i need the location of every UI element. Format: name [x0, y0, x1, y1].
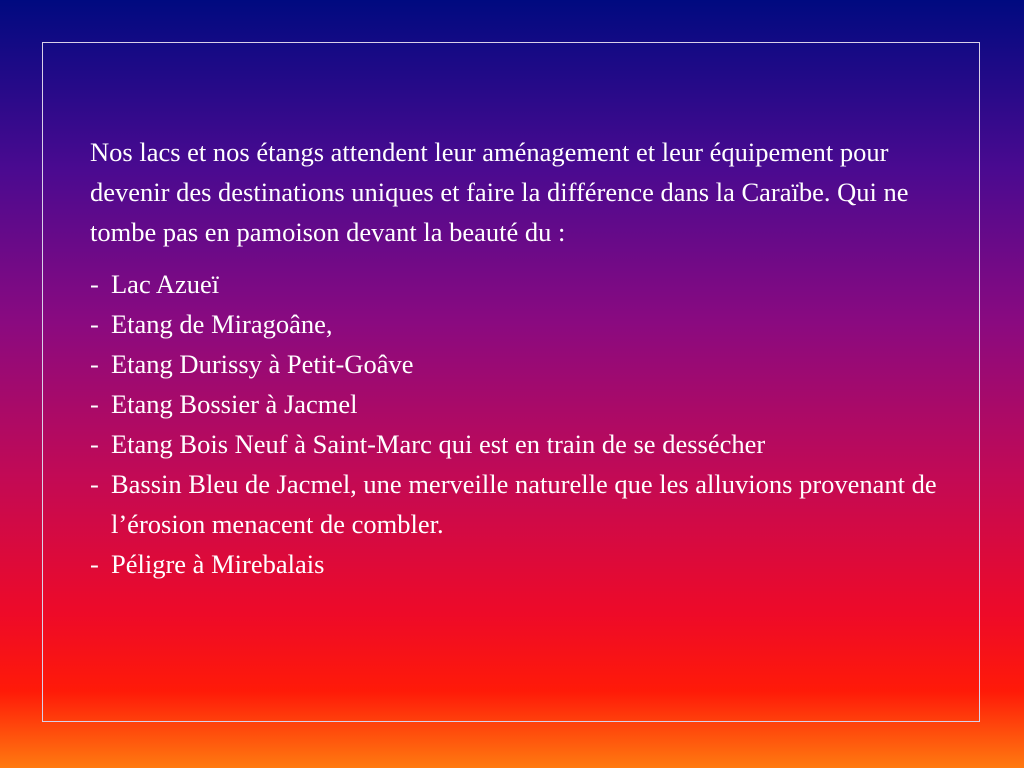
bullet-dash: - [90, 349, 99, 379]
intro-paragraph: Nos lacs et nos étangs attendent leur aménagement et leur équipement pour devenir des destinations uniques et faire la différence dans la Caraïbe. Qui ne tombe pas en pamoison devant la beauté du : [90, 137, 909, 247]
list-item [90, 384, 970, 424]
bullet-dash: - [90, 269, 99, 299]
list-item-text: Etang Bois Neuf à Saint-Marc qui est en train de se dessécher [111, 429, 766, 459]
slide-content [90, 132, 970, 584]
list-item-text: Etang Bossier à Jacmel [111, 389, 358, 419]
bullet-dash: - [90, 309, 99, 339]
list-item [90, 264, 970, 304]
bullet-dash: - [90, 389, 99, 419]
list-item-text: Etang de Miragoâne, [111, 309, 333, 339]
list-item [90, 344, 970, 384]
list-item [90, 304, 970, 344]
bullet-dash: - [90, 429, 99, 459]
lakes-list [90, 264, 970, 584]
list-item-text: Péligre à Mirebalais [111, 549, 325, 579]
list-item [90, 544, 970, 584]
list-item [90, 464, 970, 544]
list-item-text: Etang Durissy à Petit-Goâve [111, 349, 414, 379]
list-item [90, 424, 970, 464]
bullet-dash: - [90, 549, 99, 579]
bullet-dash: - [90, 469, 99, 499]
list-item-text: Lac Azueï [111, 269, 220, 299]
list-item-text: Bassin Bleu de Jacmel, une merveille naturelle que les alluvions provenant de l’érosion menacent de combler. [111, 469, 937, 539]
